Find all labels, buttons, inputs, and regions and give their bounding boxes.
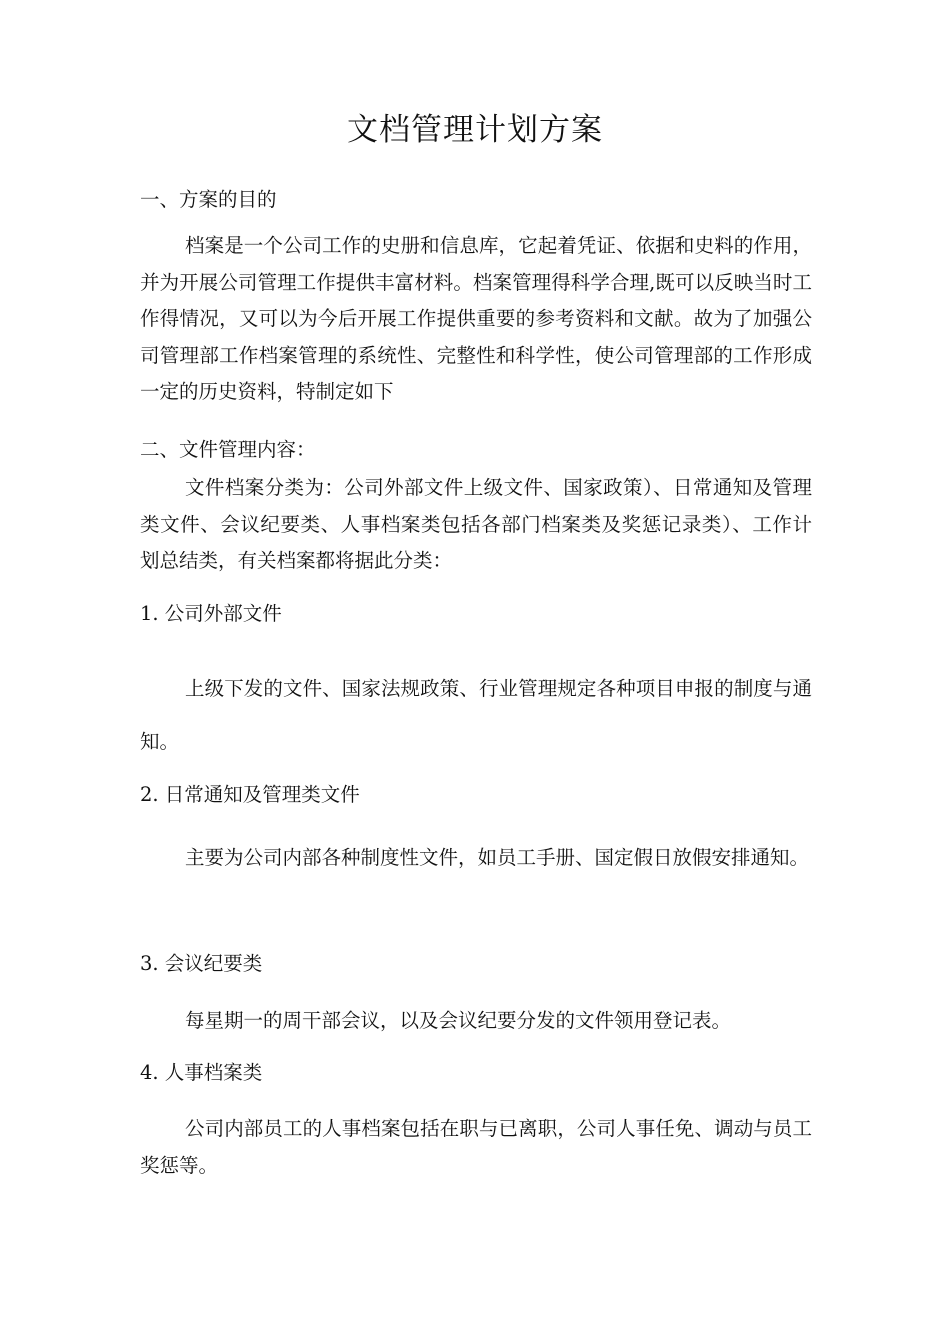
item-1-text: 上级下发的文件、国家法规政策、行业管理规定各种项目申报的制度与通知。: [140, 677, 812, 753]
item-4-text: 公司内部员工的人事档案包括在职与已离职，公司人事任免、调动与员工奖惩等。: [140, 1117, 812, 1177]
document-title: 文档管理计划方案: [347, 112, 603, 148]
item-2-heading: 2. 日常通知及管理类文件: [140, 783, 360, 806]
item-4-heading: 4. 人事档案类: [140, 1061, 263, 1084]
section-1-paragraph: 档案是一个公司工作的史册和信息库，它起着凭证、依据和史料的作用，并为开展公司管理工作提供丰富材料。档案管理得科学合理,既可以反映当时工作得情况，又可以为今后开展工作提供重要的参考资料和文献。故为了加强公司管理部工作档案管理的系统性、完整性和科学性，使公司管理部的工作形成一定的历史资料，特制定如下: [140, 234, 812, 403]
item-3-text: 每星期一的周干部会议，以及会议纪要分发的文件领用登记表。: [185, 1009, 732, 1032]
item-2-text: 主要为公司内部各种制度性文件，如员工手册、国定假日放假安排通知。: [185, 846, 810, 869]
section-2-heading: 二、文件管理内容：: [140, 438, 316, 461]
section-2-paragraph: 文件档案分类为：公司外部文件上级文件、国家政策）、日常通知及管理类文件、会议纪要类、人事档案类包括各部门档案类及奖惩记录类）、工作计划总结类，有关档案都将据此分类：: [140, 476, 812, 572]
item-3-heading: 3. 会议纪要类: [140, 952, 263, 975]
item-1-heading: 1. 公司外部文件: [140, 602, 282, 625]
section-1-heading: 一、方案的目的: [140, 188, 277, 211]
